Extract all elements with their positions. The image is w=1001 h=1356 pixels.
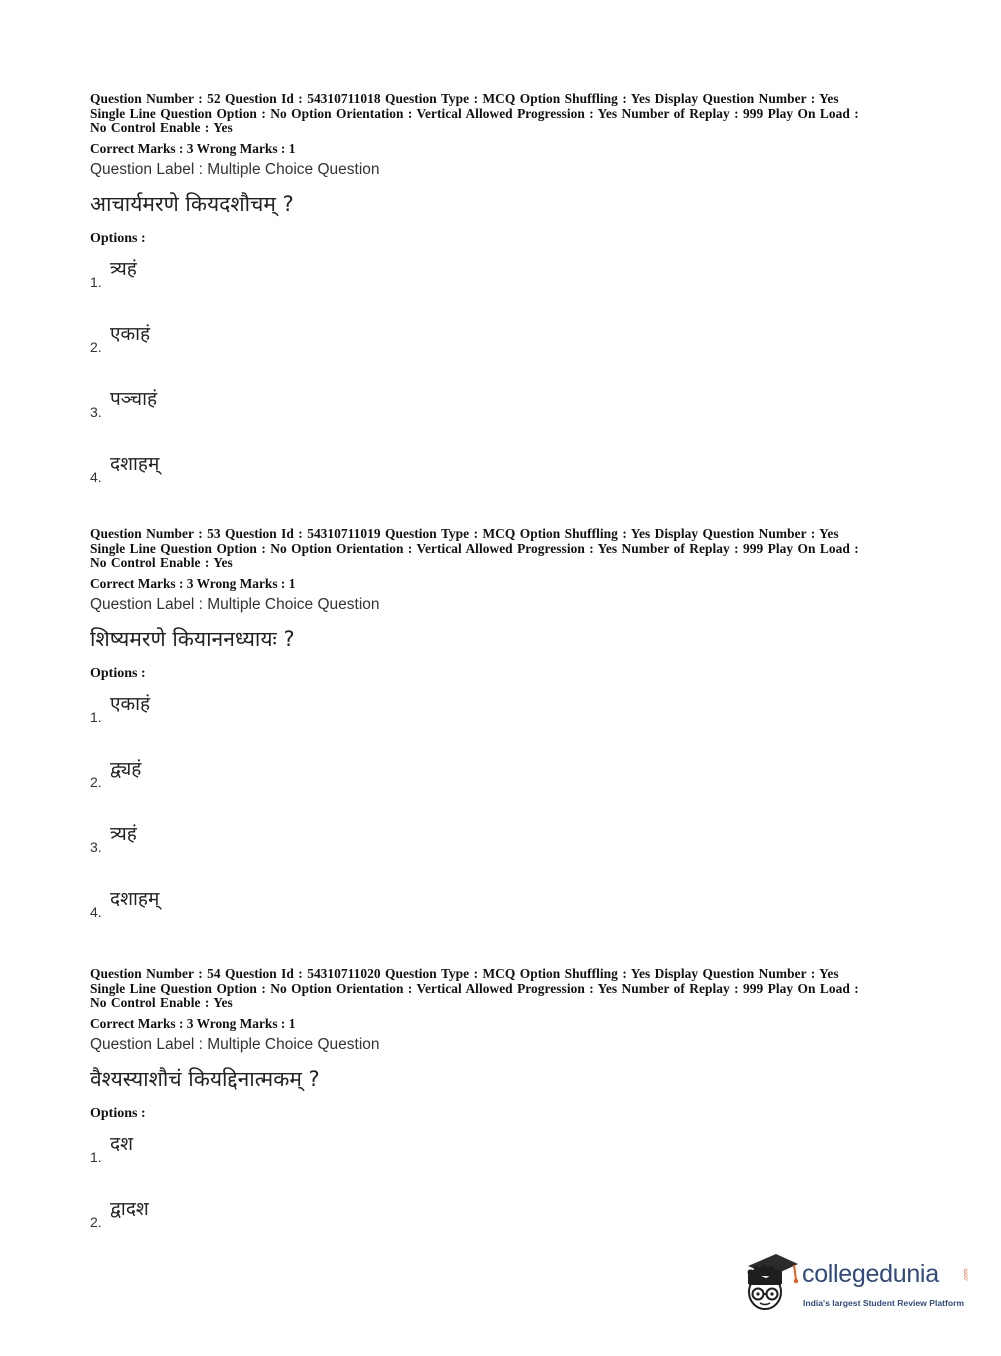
option-number: 4.: [90, 468, 102, 485]
option-item[interactable]: [90, 885, 920, 950]
question-meta: [90, 527, 920, 571]
meta-line: Question Number : 54 Question Id : 54310711020 Question Type : MCQ Option Shuffling : Yes Display Question Number : Yes: [90, 966, 839, 981]
meta-line: Single Line Question Option : No Option Orientation : Vertical Allowed Progression : Yes Number of Replay : 999 Play On Load :: [90, 980, 859, 996]
question-block-53: [90, 527, 920, 950]
question-text: वैश्यस्याशौचं कियद्दिनात्मकम् ?: [90, 1066, 320, 1091]
question-text: शिष्यमरणे कियाननध्यायः ?: [90, 626, 295, 651]
option-item[interactable]: [90, 755, 920, 820]
question-meta: [90, 92, 920, 136]
question-meta: [90, 967, 920, 1011]
option-text: द्वादश: [110, 1197, 149, 1220]
option-number: 1.: [90, 708, 102, 725]
question-text: आचार्यमरणे कियदशौचम् ?: [90, 191, 294, 216]
logo-domain: .com: [963, 1268, 970, 1282]
question-label: Question Label : Multiple Choice Question: [90, 1035, 380, 1053]
option-item[interactable]: [90, 690, 920, 755]
marks-info: Correct Marks : 3 Wrong Marks : 1: [90, 1015, 296, 1031]
option-item[interactable]: [90, 255, 920, 320]
option-item[interactable]: [90, 820, 920, 885]
student-mascot-icon: [742, 1250, 800, 1316]
options-list: [90, 1130, 920, 1260]
option-item[interactable]: [90, 385, 920, 450]
option-item[interactable]: [90, 450, 920, 515]
option-number: 1.: [90, 1148, 102, 1165]
option-number: 2.: [90, 773, 102, 790]
option-item[interactable]: [90, 320, 920, 385]
options-heading: Options :: [90, 230, 146, 246]
meta-line: No Control Enable : Yes: [90, 120, 233, 136]
option-text: दशाहम्: [110, 452, 160, 475]
question-label: Question Label : Multiple Choice Question: [90, 160, 380, 178]
option-text: त्र्यहं: [110, 257, 137, 280]
option-text: एकाहं: [110, 322, 151, 345]
option-number: 2.: [90, 338, 102, 355]
logo-wordmark: collegedunia: [802, 1260, 939, 1288]
meta-line: Question Number : 52 Question Id : 54310711018 Question Type : MCQ Option Shuffling : Yes Display Question Number : Yes: [90, 91, 839, 106]
marks-info: Correct Marks : 3 Wrong Marks : 1: [90, 140, 296, 156]
meta-line: Single Line Question Option : No Option Orientation : Vertical Allowed Progression : Yes Number of Replay : 999 Play On Load :: [90, 540, 859, 556]
option-text: द्व्यहं: [110, 757, 142, 780]
options-heading: Options :: [90, 1105, 146, 1121]
option-number: 1.: [90, 273, 102, 290]
option-text: त्र्यहं: [110, 822, 137, 845]
option-number: 2.: [90, 1213, 102, 1230]
option-text: दशाहम्: [110, 887, 160, 910]
meta-line: No Control Enable : Yes: [90, 995, 233, 1011]
option-text: दश: [110, 1132, 134, 1155]
marks-info: Correct Marks : 3 Wrong Marks : 1: [90, 575, 296, 591]
option-number: 4.: [90, 903, 102, 920]
meta-line: No Control Enable : Yes: [90, 555, 233, 571]
meta-line: Single Line Question Option : No Option Orientation : Vertical Allowed Progression : Yes Number of Replay : 999 Play On Load :: [90, 105, 859, 121]
options-list: [90, 690, 920, 950]
question-block-52: [90, 92, 920, 515]
option-text: पञ्चाहं: [110, 387, 158, 410]
options-list: [90, 255, 920, 515]
option-number: 3.: [90, 838, 102, 855]
option-item[interactable]: [90, 1130, 920, 1195]
option-number: 3.: [90, 403, 102, 420]
question-block-54: [90, 967, 920, 1260]
meta-line: Question Number : 53 Question Id : 54310711019 Question Type : MCQ Option Shuffling : Yes Display Question Number : Yes: [90, 526, 839, 541]
logo-tagline: India's largest Student Review Platform: [803, 1298, 965, 1308]
collegedunia-logo[interactable]: [742, 1250, 972, 1320]
option-text: एकाहं: [110, 692, 151, 715]
options-heading: Options :: [90, 665, 146, 681]
question-label: Question Label : Multiple Choice Question: [90, 595, 380, 613]
